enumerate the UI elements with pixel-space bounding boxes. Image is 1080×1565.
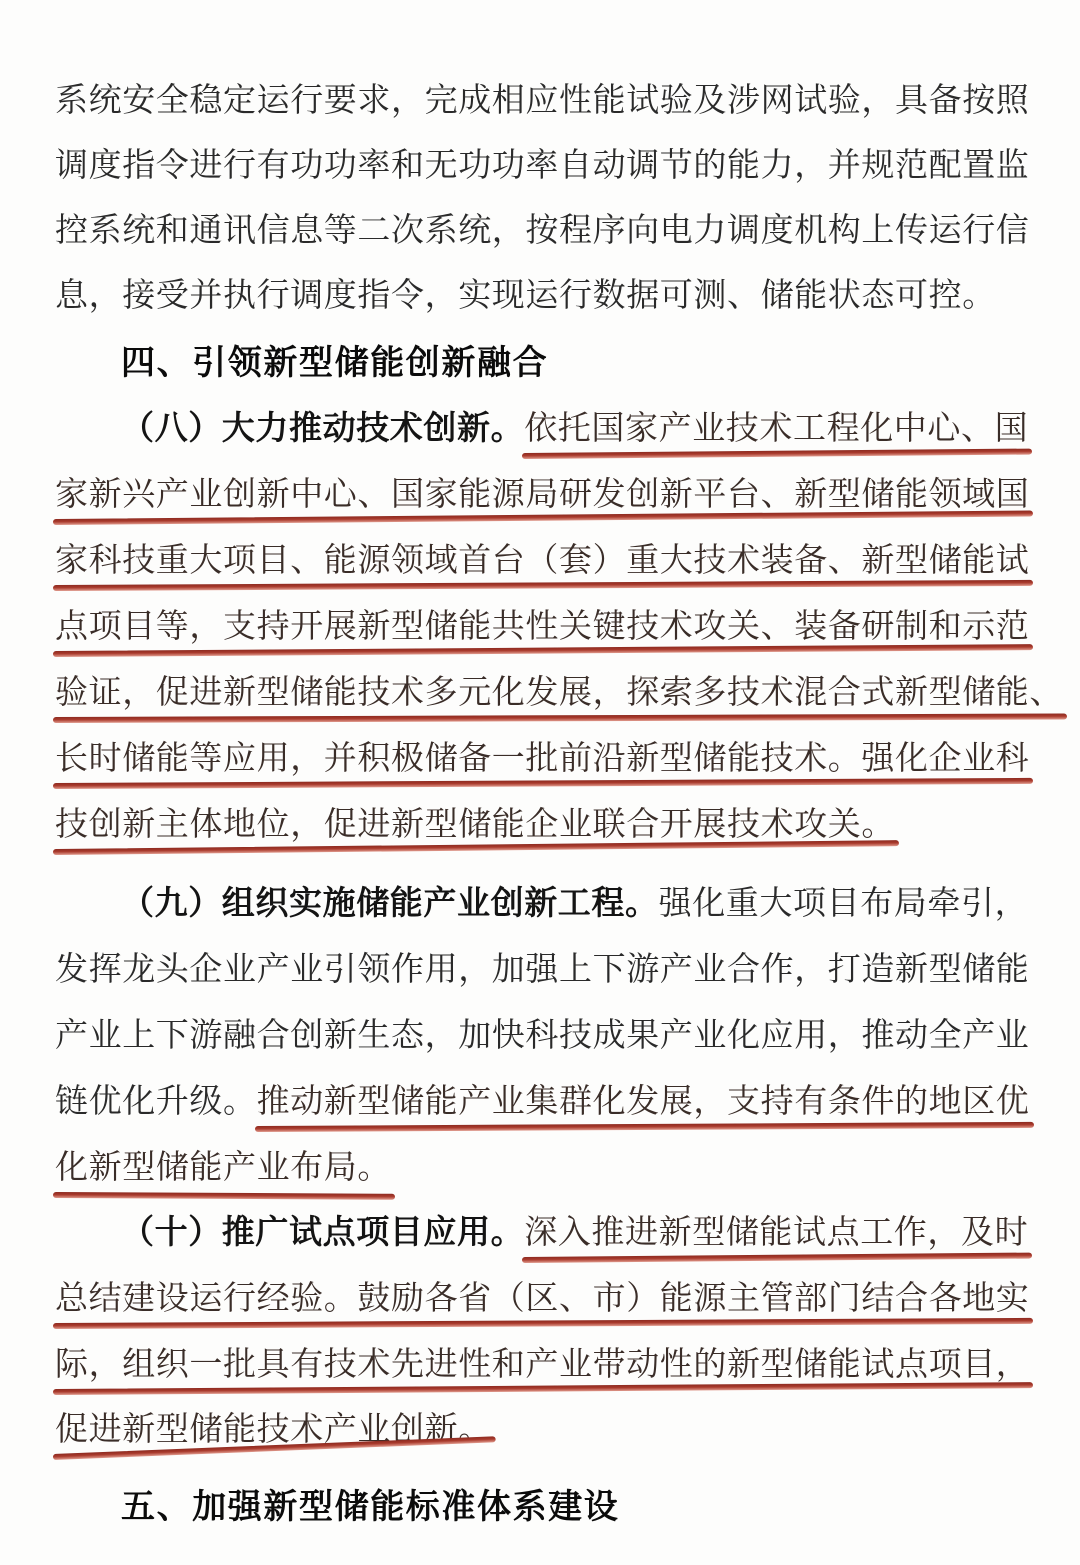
- text-line: [55, 1149, 391, 1187]
- text-line: [55, 1280, 1029, 1318]
- red-underlined-text: 技创新主体地位，促进新型储能企业联合开展技术攻关。: [55, 807, 895, 843]
- body-text: 链优化升级。: [55, 1084, 257, 1120]
- red-underlined-text: 深入推进新型储能试点工作，及时: [524, 1215, 1029, 1251]
- text-line: [121, 410, 1028, 448]
- body-text: 控系统和通讯信息等二次系统，按程序向电力调度机构上传运行信: [55, 213, 1030, 249]
- text-line: [55, 806, 895, 844]
- red-underlined-text: 际，组织一批具有技术先进性和产业带动性的新型储能试点项目，: [55, 1347, 1030, 1383]
- text-line: [55, 608, 1029, 646]
- text-line: [55, 1083, 1029, 1121]
- red-underlined-text: 促进新型储能技术产业创新。: [55, 1412, 492, 1448]
- body-text: 强化重大项目布局牵引，: [658, 886, 1029, 922]
- red-underlined-text: 化新型储能产业布局。: [55, 1150, 391, 1186]
- text-line: [121, 885, 1028, 923]
- text-line: [121, 1214, 1028, 1252]
- text-line: [55, 542, 1029, 580]
- clause-label: （十）推广试点项目应用。: [121, 1215, 525, 1251]
- section-heading: [121, 344, 548, 383]
- body-text: 息，接受并执行调度指令，实现运行数据可测、储能状态可控。: [55, 278, 996, 314]
- text-line: [55, 1411, 492, 1449]
- text-line: [55, 951, 1029, 989]
- body-text: 系统安全稳定运行要求，完成相应性能试验及涉网试验，具备按照: [55, 83, 1030, 119]
- text-line: [55, 277, 996, 315]
- heading-text: 四、引领新型储能创新融合: [121, 344, 549, 382]
- red-underlined-text: 点项目等，支持开展新型储能共性关键技术攻关、装备研制和示范: [55, 609, 1030, 645]
- red-underlined-text: 家科技重大项目、能源领域首台（套）重大技术装备、新型储能试: [55, 543, 1030, 579]
- clause-label: （九）组织实施储能产业创新工程。: [121, 886, 659, 922]
- red-underlined-text: 总结建设运行经验。鼓励各省（区、市）能源主管部门结合各地实: [55, 1281, 1030, 1317]
- section-heading: [121, 1488, 619, 1527]
- clause-label: （八）大力推动技术创新。: [121, 411, 525, 447]
- text-line: [55, 740, 1029, 778]
- text-line: [55, 82, 1029, 120]
- red-underlined-text: 长时储能等应用，并积极储备一批前沿新型储能技术。强化企业科: [55, 741, 1030, 777]
- red-underlined-text: 推动新型储能产业集群化发展，支持有条件的地区优: [256, 1084, 1030, 1120]
- heading-text: 五、加强新型储能标准体系建设: [121, 1488, 620, 1526]
- body-text: 产业上下游融合创新生态，加快科技成果产业化应用，推动全产业: [55, 1018, 1030, 1054]
- body-text: 发挥龙头企业产业引领作用，加强上下游产业合作，打造新型储能: [55, 952, 1030, 988]
- text-line: [55, 212, 1029, 250]
- text-line: [55, 1017, 1029, 1055]
- text-line: [55, 147, 1029, 185]
- text-line: [55, 476, 1029, 514]
- text-line: [55, 674, 1063, 712]
- body-text: 调度指令进行有功功率和无功功率自动调节的能力，并规范配置监: [55, 148, 1030, 184]
- red-underlined-text: 家新兴产业创新中心、国家能源局研发创新平台、新型储能领域国: [55, 477, 1030, 513]
- red-underlined-text: 验证，促进新型储能技术多元化发展，探索多技术混合式新型储能、: [55, 675, 1063, 711]
- text-line: [55, 1346, 1029, 1384]
- red-underlined-text: 依托国家产业技术工程化中心、国: [524, 411, 1029, 447]
